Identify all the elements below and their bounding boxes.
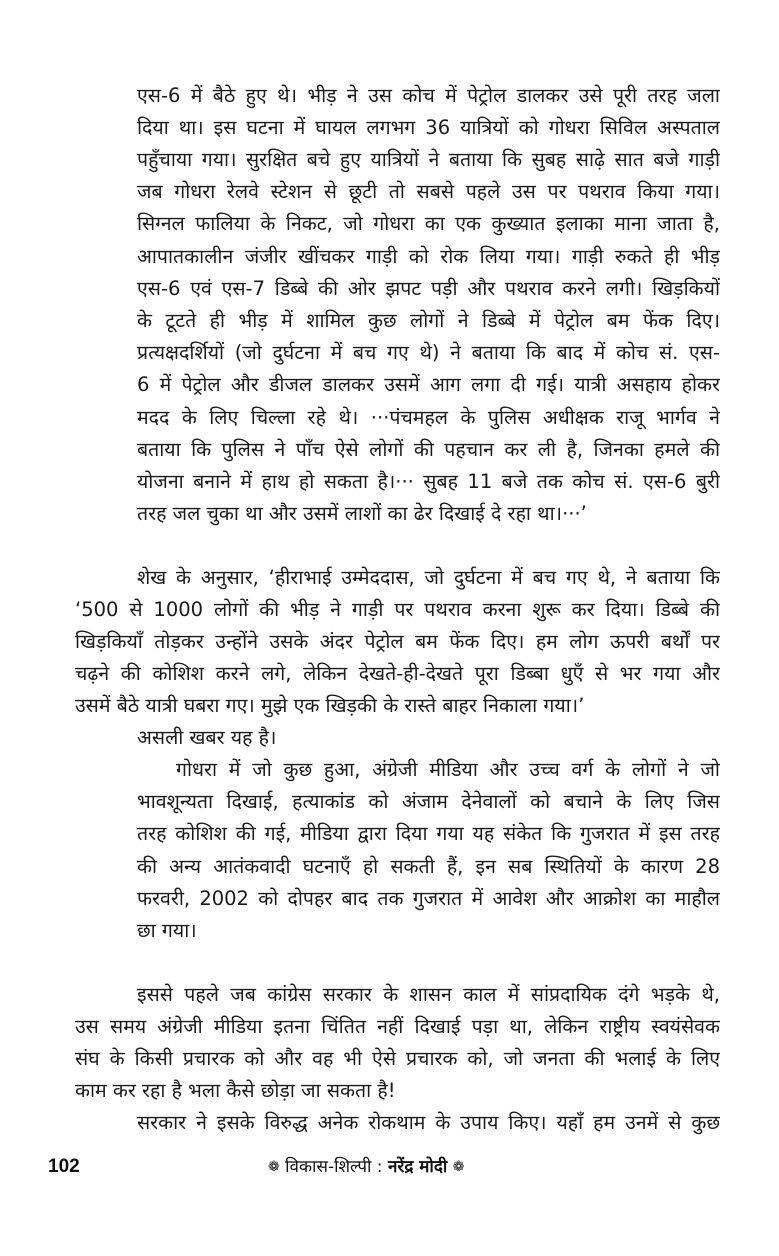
text-line: चढ़ने की कोशिश करने लगे, लेकिन देखते-ही-देखते पूरा डिब्बा धुएँ से भर गया और [75,662,720,685]
flower-ornament-icon: ❁ [452,1159,465,1175]
text-line: बताया कि पुलिस ने पाँच ऐसे लोगों की पहचान कर ली है, जिनका हमले की [137,438,720,461]
text-line: के टूटते ही भीड़ में शामिल कुछ लोगों ने डिब्बे में पेट्रोल बम फेंक दिए। [137,309,720,332]
text-line: असली खबर यह है। [137,726,277,749]
text-line: ‘500 से 1000 लोगों की भीड़ ने गाड़ी पर पथराव करना शुरू कर दिया। डिब्बे की [75,598,720,621]
text-line: 6 में पेट्रोल और डीजल डालकर उसमें आग लगा दी गई। यात्री असहाय होकर [137,373,720,396]
text-line: उसमें बैठे यात्री घबरा गए। मुझे एक खिड़की के रास्ते बाहर निकाला गया।’ [75,694,585,717]
text-line: गोधरा में जो कुछ हुआ, अंग्रेजी मीडिया और उच्च वर्ग के लोगों ने जो [176,758,720,781]
text-line: जब गोधरा रेलवे स्टेशन से छूटी तो सबसे पहले उस पर पथराव किया गया। [137,180,720,203]
text-line: पहुँचाया गया। सुरक्षित बचे हुए यात्रियों ने बताया कि सुबह साढ़े सात बजे गाड़ी [137,148,720,171]
text-line: एस-6 में बैठे हुए थे। भीड़ ने उस कोच में पेट्रोल डालकर उसे पूरी तरह जला [137,84,720,107]
text-line: मदद के लिए चिल्ला रहे थे। ···पंचमहल के पुलिस अधीक्षक राजू भार्गव ने [137,406,720,429]
text-line: एस-6 एवं एस-7 डिब्बे की ओर झपट पड़ी और पथराव करने लगी। खिड़कियों [137,277,720,300]
text-line: दिया था। इस घटना में घायल लगभग 36 यात्रियों को गोधरा सिविल अस्पताल [137,116,720,139]
book-title-name: नरेंद्र मोदी [387,1157,448,1177]
text-line: उस समय अंग्रेजी मीडिया इतना चिंतित नहीं दिखाई पड़ा था, लेकिन राष्ट्रीय स्वयंसेवक [75,1015,720,1038]
text-line: इससे पहले जब कांग्रेस सरकार के शासन काल में सांप्रदायिक दंगे भड़के थे, [137,983,720,1006]
text-line: तरह जल चुका था और उसमें लाशों का ढेर दिखाई दे रहा था।···’ [137,502,587,525]
text-line: संघ के किसी प्रचारक को और वह भी ऐसे प्रचारक को, जो जनता की भलाई के लिए [75,1047,720,1070]
flower-ornament-icon: ❁ [268,1159,280,1175]
text-line: की अन्य आतंकवादी घटनाएँ हो सकती हैं, इन सब स्थितियों के कारण 28 [137,855,720,878]
text-line: काम कर रहा है भला कैसे छोड़ा जा सकता है! [75,1079,396,1102]
book-title-prefix: विकास-शिल्पी : [285,1157,383,1177]
page-number: 102 [48,1156,80,1177]
text-line: खिड़कियाँ तोड़कर उन्होंने उसके अंदर पेट्रोल बम फेंक दिए। हम लोग ऊपरी बर्थों पर [75,630,720,653]
text-line: योजना बनाने में हाथ हो सकता है।··· सुबह 11 बजे तक कोच सं. एस-6 बुरी [137,470,720,493]
text-line: छा गया। [137,919,197,942]
text-line: सरकार ने इसके विरुद्ध अनेक रोकथाम के उपाय किए। यहाँ हम उनमें से कुछ [137,1111,720,1134]
running-footer-title [268,1154,464,1177]
text-line: आपातकालीन जंजीर खींचकर गाड़ी को रोक लिया गया। गाड़ी रुकते ही भीड़ [137,245,720,268]
text-line: फरवरी, 2002 को दोपहर बाद तक गुजरात में आवेश और आक्रोश का माहौल [137,887,720,910]
text-line: तरह कोशिश की गई, मीडिया द्वारा दिया गया यह संकेत कि गुजरात में इस तरह [137,822,720,845]
text-line: सिग्नल फालिया के निकट, जो गोधरा का एक कुख्यात इलाका माना जाता है, [137,212,720,235]
text-line: शेख के अनुसार, ‘हीराभाई उम्मेददास, जो दुर्घटना में बच गए थे, ने बताया कि [137,566,720,589]
text-line: भावशून्यता दिखाई, हत्याकांड को अंजाम देनेवालों को बचाने के लिए जिस [137,790,720,813]
text-line: प्रत्यक्षदर्शियों (जो दुर्घटना में बच गए थे) ने बताया कि बाद में कोच सं. एस- [137,341,720,364]
